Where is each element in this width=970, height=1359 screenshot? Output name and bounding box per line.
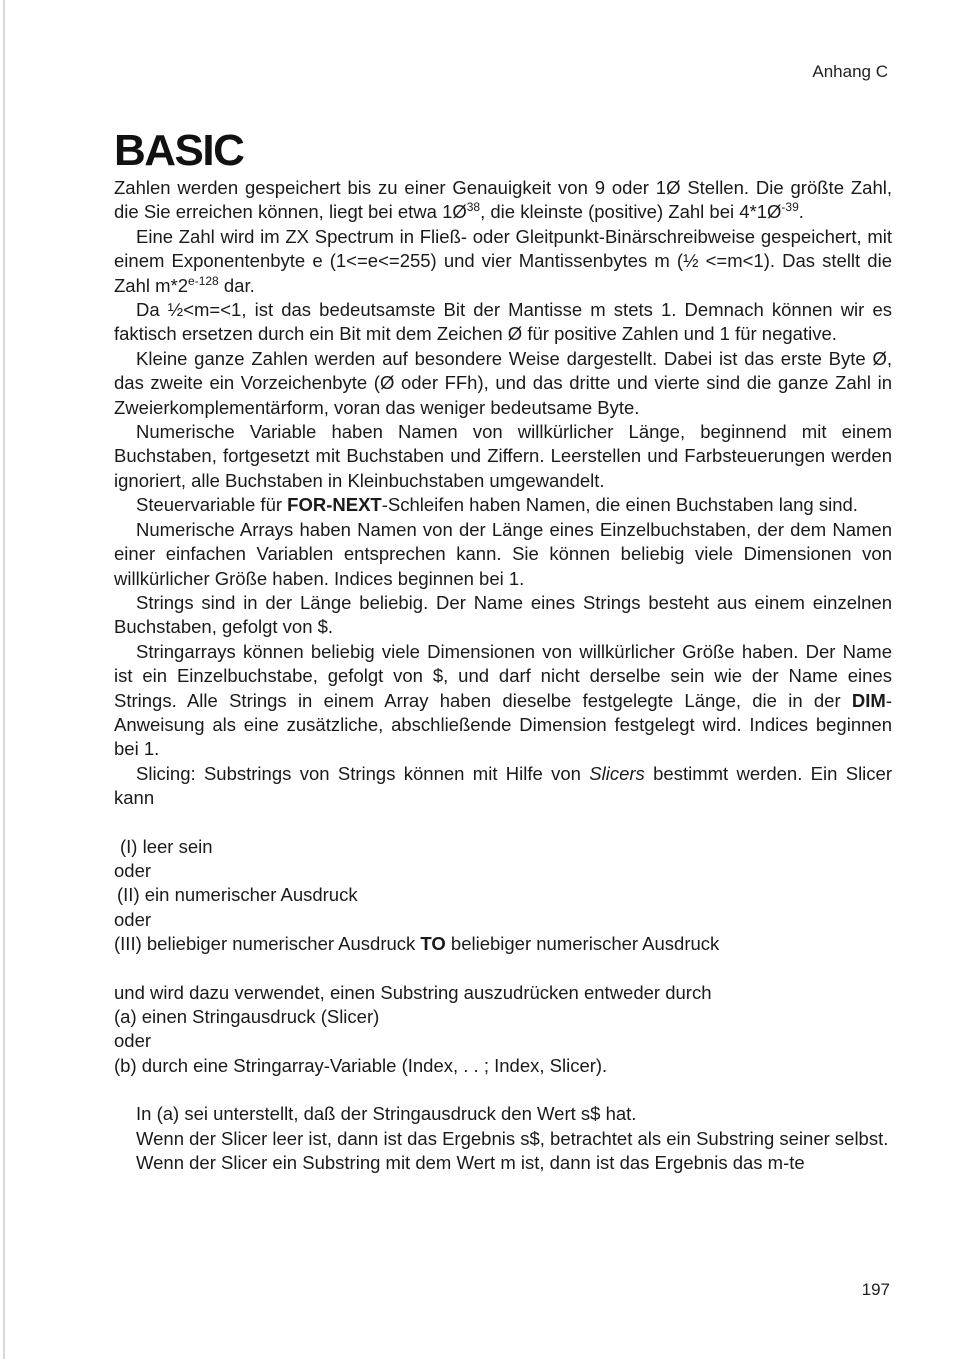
term-slicers: Slicers <box>589 762 645 784</box>
paragraph-closing-1: In (a) sei unterstellt, daß der Stringausdruck den Wert s$ hat. <box>136 1103 637 1125</box>
paragraph-closing-3: Wenn der Slicer ein Substring mit dem Wert m ist, dann ist das Ergebnis das m-te <box>136 1152 805 1174</box>
paragraph-float-format: Eine Zahl wird im ZX Spectrum in Fließ- oder Gleitpunkt-Binärschreibweise gespeichert, mit einem Exponentenbyte e (1<=e<=255) und vier Mantissenbytes m (½ <=m<1). Das stellt die Zahl m*2$^{e-128}$ dar. <box>114 225 892 296</box>
page-binding-edge <box>3 0 5 1359</box>
list-item: (b) durch eine Stringarray-Variable (Index, . . ; Index, Slicer). <box>114 1054 608 1076</box>
list-item: (I) leer sein <box>120 835 213 857</box>
paragraph-mantissa: Da ½<m=<1, ist das bedeutsamste Bit der Mantisse m stets 1. Demnach können wir es faktisch ersetzen durch ein Bit mit dem Zeichen Ø für positive Zahlen und 1 für negative. <box>114 299 892 345</box>
usage-intro: und wird dazu verwendet, einen Substring auszudrücken entweder durch <box>114 981 712 1003</box>
paragraph-small-integers: Kleine ganze Zahlen werden auf besondere Weise dargestellt. Dabei ist das erste Byte Ø, das zweite ein Vorzeichenbyte (Ø oder FFh), und das dritte und vierte sind die ganze Zahl in Zweierkomplementärform, voran das weniger bedeutsame Byte. <box>114 347 892 418</box>
paragraph-numeric-variables: Numerische Variable haben Namen von willkürlicher Länge, beginnend mit einem Buchstaben, fortgesetzt mit Buchstaben und Ziffern. Leerstellen und Farbsteuerungen werden ignoriert, alle Buchstaben in Kleinbuchstaben umgewandelt. <box>114 421 892 491</box>
section-title: BASIC <box>114 126 244 175</box>
spacer <box>114 811 892 835</box>
paragraph-strings: Strings sind in der Länge beliebig. Der Name eines Strings besteht aus einem einzelnen Buchstaben, gefolgt von $. <box>114 591 892 638</box>
paragraph-string-arrays: Stringarrays können beliebig viele Dimensionen von willkürlicher Größe haben. Der Name ist ein Einzelbuchstabe, gefolgt von $, und darf nicht derselbe sein wie der Name eines Strings. Alle Strings in einem Array haben dieselbe festgelegte Länge, die in der DIM-Anweisung als eine zusätzliche, abschließende Dimension festgelegt wird. Indices beginnen bei 1. <box>114 640 892 760</box>
keyword-dim: DIM <box>851 689 886 711</box>
exponent: e-128 <box>188 273 219 288</box>
page-number: 197 <box>861 1280 890 1299</box>
substring-usage-list <box>114 981 892 1079</box>
keyword-for-next: FOR-NEXT <box>287 494 382 516</box>
spacer <box>114 957 892 981</box>
paragraph-numeric-arrays: Numerische Arrays haben Namen von der Länge eines Einzelbuchstaben, der dem Namen einer einfachen Variablen entsprechen kann. Sie können beliebig viele Dimensionen von willkürlicher Größe haben. Indices beginnen bei 1. <box>114 518 892 589</box>
exponent: 38 <box>466 200 481 215</box>
page-body <box>114 176 892 1175</box>
spacer <box>114 1078 892 1102</box>
paragraph-slicing: Slicing: Substrings von Strings können mit Hilfe von Slicers bestimmt werden. Ein Slicer kann <box>114 762 892 809</box>
list-item: (III) beliebiger numerischer Ausdruck TO beliebiger numerischer Ausdruck <box>114 933 720 955</box>
list-separator: oder <box>114 908 152 930</box>
paragraph-control-variables: Steuervariable für FOR-NEXT-Schleifen haben Namen, die einen Buchstaben lang sind. <box>136 494 858 516</box>
paragraph-closing-2: Wenn der Slicer leer ist, dann ist das Ergebnis s$, betrachtet als ein Substring seiner selbst. <box>136 1127 889 1149</box>
slicer-options-list <box>114 835 892 957</box>
list-separator: oder <box>114 1030 152 1052</box>
exponent: -39 <box>781 200 799 215</box>
keyword-to: TO <box>420 933 446 955</box>
list-separator: oder <box>114 859 152 881</box>
list-item: (a) einen Stringausdruck (Slicer) <box>114 1006 380 1027</box>
list-item: (II) ein numerischer Ausdruck <box>117 884 358 906</box>
paragraph-number-precision: Zahlen werden gespeichert bis zu einer Genauigkeit von 9 oder 1Ø Stellen. Die größte Zahl, die Sie erreichen können, liegt bei etwa $1Ø^{38}$, die kleinste (positive) Zahl bei $4*1Ø^{-39}$. <box>114 177 892 223</box>
running-header: Anhang C <box>812 62 888 81</box>
